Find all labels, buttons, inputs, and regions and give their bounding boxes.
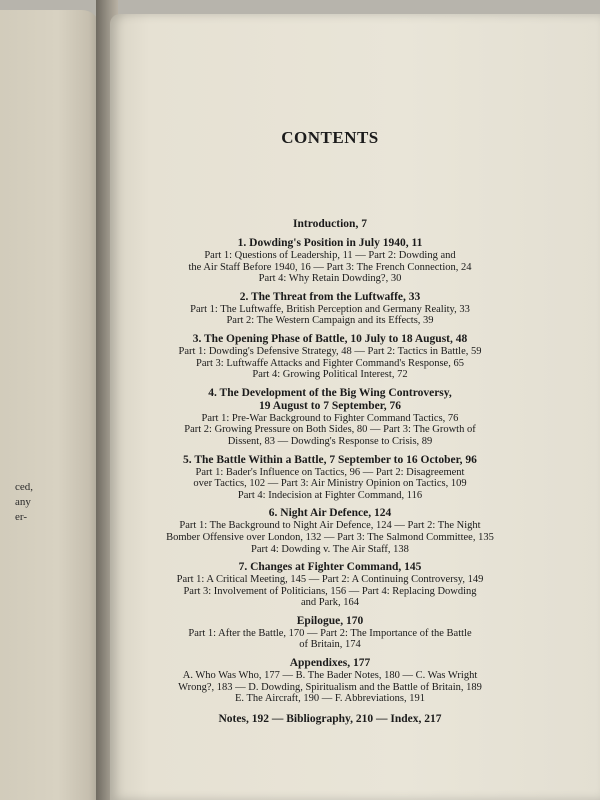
entry-heading: 1. Dowding's Position in July 1940, 11 xyxy=(237,237,423,249)
entry-line: E. The Aircraft, 190 — F. Abbreviations, 191 xyxy=(235,693,425,705)
entry-line: Part 2: Growing Pressure on Both Sides, 80 — Part 3: The Growth of xyxy=(184,424,476,436)
entry-line: Part 1: Bader's Influence on Tactics, 96 — Part 2: Disagreement xyxy=(195,466,465,478)
entry-heading: 5. The Battle Within a Battle, 7 September to 16 October, 96 xyxy=(183,453,477,466)
entry-line: Part 1: The Background to Night Air Defence, 124 — Part 2: The Night xyxy=(179,520,481,532)
entry-line: Part 3: Involvement of Politicians, 156 — Part 4: Replacing Dowding xyxy=(183,585,477,597)
contents-entry xyxy=(140,291,520,327)
entry-line: over Tactics, 102 — Part 3: Air Ministry Opinion on Tactics, 109 xyxy=(193,478,467,490)
entry-line: Bomber Offensive over London, 132 — Part 3: The Salmond Committee, 135 xyxy=(166,531,494,543)
contents-intro: Introduction, 7 xyxy=(293,218,367,230)
entry-line: Part 4: Growing Political Interest, 72 xyxy=(252,369,408,381)
entry-line: and Park, 164 xyxy=(300,597,360,609)
entry-line: Part 1: After the Battle, 170 — Part 2: The Importance of the Battle xyxy=(188,627,472,639)
entry-line: Part 1: Dowding's Defensive Strategy, 48 — Part 2: Tactics in Battle, 59 xyxy=(178,345,482,357)
contents-footer: Notes, 192 — Bibliography, 210 — Index, 217 xyxy=(218,712,442,725)
left-page-fragment: any xyxy=(15,496,31,508)
contents-entry xyxy=(140,454,520,502)
entry-line: Part 1: Pre-War Background to Fighter Command Tactics, 76 xyxy=(201,412,459,424)
entry-line: Part 1: A Critical Meeting, 145 — Part 2: A Continuing Controversy, 149 xyxy=(176,574,484,586)
page-title: CONTENTS xyxy=(281,128,379,147)
contents-entry xyxy=(140,387,520,448)
entry-line: Part 4: Dowding v. The Air Staff, 138 xyxy=(251,543,409,555)
entry-heading-continued: 19 August to 7 September, 76 xyxy=(258,399,402,412)
contents-page xyxy=(140,110,520,725)
entry-line: Part 1: The Luftwaffe, British Perception and Germany Reality, 33 xyxy=(190,303,470,315)
entry-line: Part 4: Why Retain Dowding?, 30 xyxy=(258,273,402,285)
entry-line: the Air Staff Before 1940, 16 — Part 3: The French Connection, 24 xyxy=(188,261,472,273)
entry-heading: Appendixes, 177 xyxy=(289,657,371,670)
contents-entry xyxy=(140,333,520,381)
left-page-fragment: er- xyxy=(15,511,27,523)
entry-line: of Britain, 174 xyxy=(299,639,361,651)
contents-entry xyxy=(140,237,520,285)
entry-line: A. Who Was Who, 177 — B. The Bader Notes, 180 — C. Was Wright xyxy=(182,670,478,682)
left-page-fragment: ced, xyxy=(15,481,34,493)
entry-heading: 4. The Development of the Big Wing Controversy, xyxy=(208,386,452,399)
entry-line: Part 1: Questions of Leadership, 11 — Part 2: Dowding and xyxy=(204,250,456,261)
contents-entry xyxy=(140,615,520,651)
contents-entry xyxy=(140,657,520,705)
entry-heading: 2. The Threat from the Luftwaffe, 33 xyxy=(239,290,421,303)
entry-line: Part 2: The Western Campaign and its Effects, 39 xyxy=(226,315,434,327)
entry-heading: Epilogue, 170 xyxy=(296,614,364,627)
contents-entry xyxy=(140,507,520,555)
contents-entry xyxy=(140,561,520,609)
entry-heading: 7. Changes at Fighter Command, 145 xyxy=(238,561,422,574)
entry-line: Wrong?, 183 — D. Dowding, Spiritualism and the Battle of Britain, 189 xyxy=(178,681,482,693)
entry-heading: 3. The Opening Phase of Battle, 10 July to 18 August, 48 xyxy=(192,332,468,345)
left-page xyxy=(0,10,100,800)
entry-line: Dissent, 83 — Dowding's Response to Crisis, 89 xyxy=(227,435,433,447)
entry-line: Part 4: Indecision at Fighter Command, 116 xyxy=(237,489,423,501)
entry-line: Part 3: Luftwaffe Attacks and Fighter Command's Response, 65 xyxy=(196,357,464,369)
entry-heading: 6. Night Air Defence, 124 xyxy=(268,507,392,520)
